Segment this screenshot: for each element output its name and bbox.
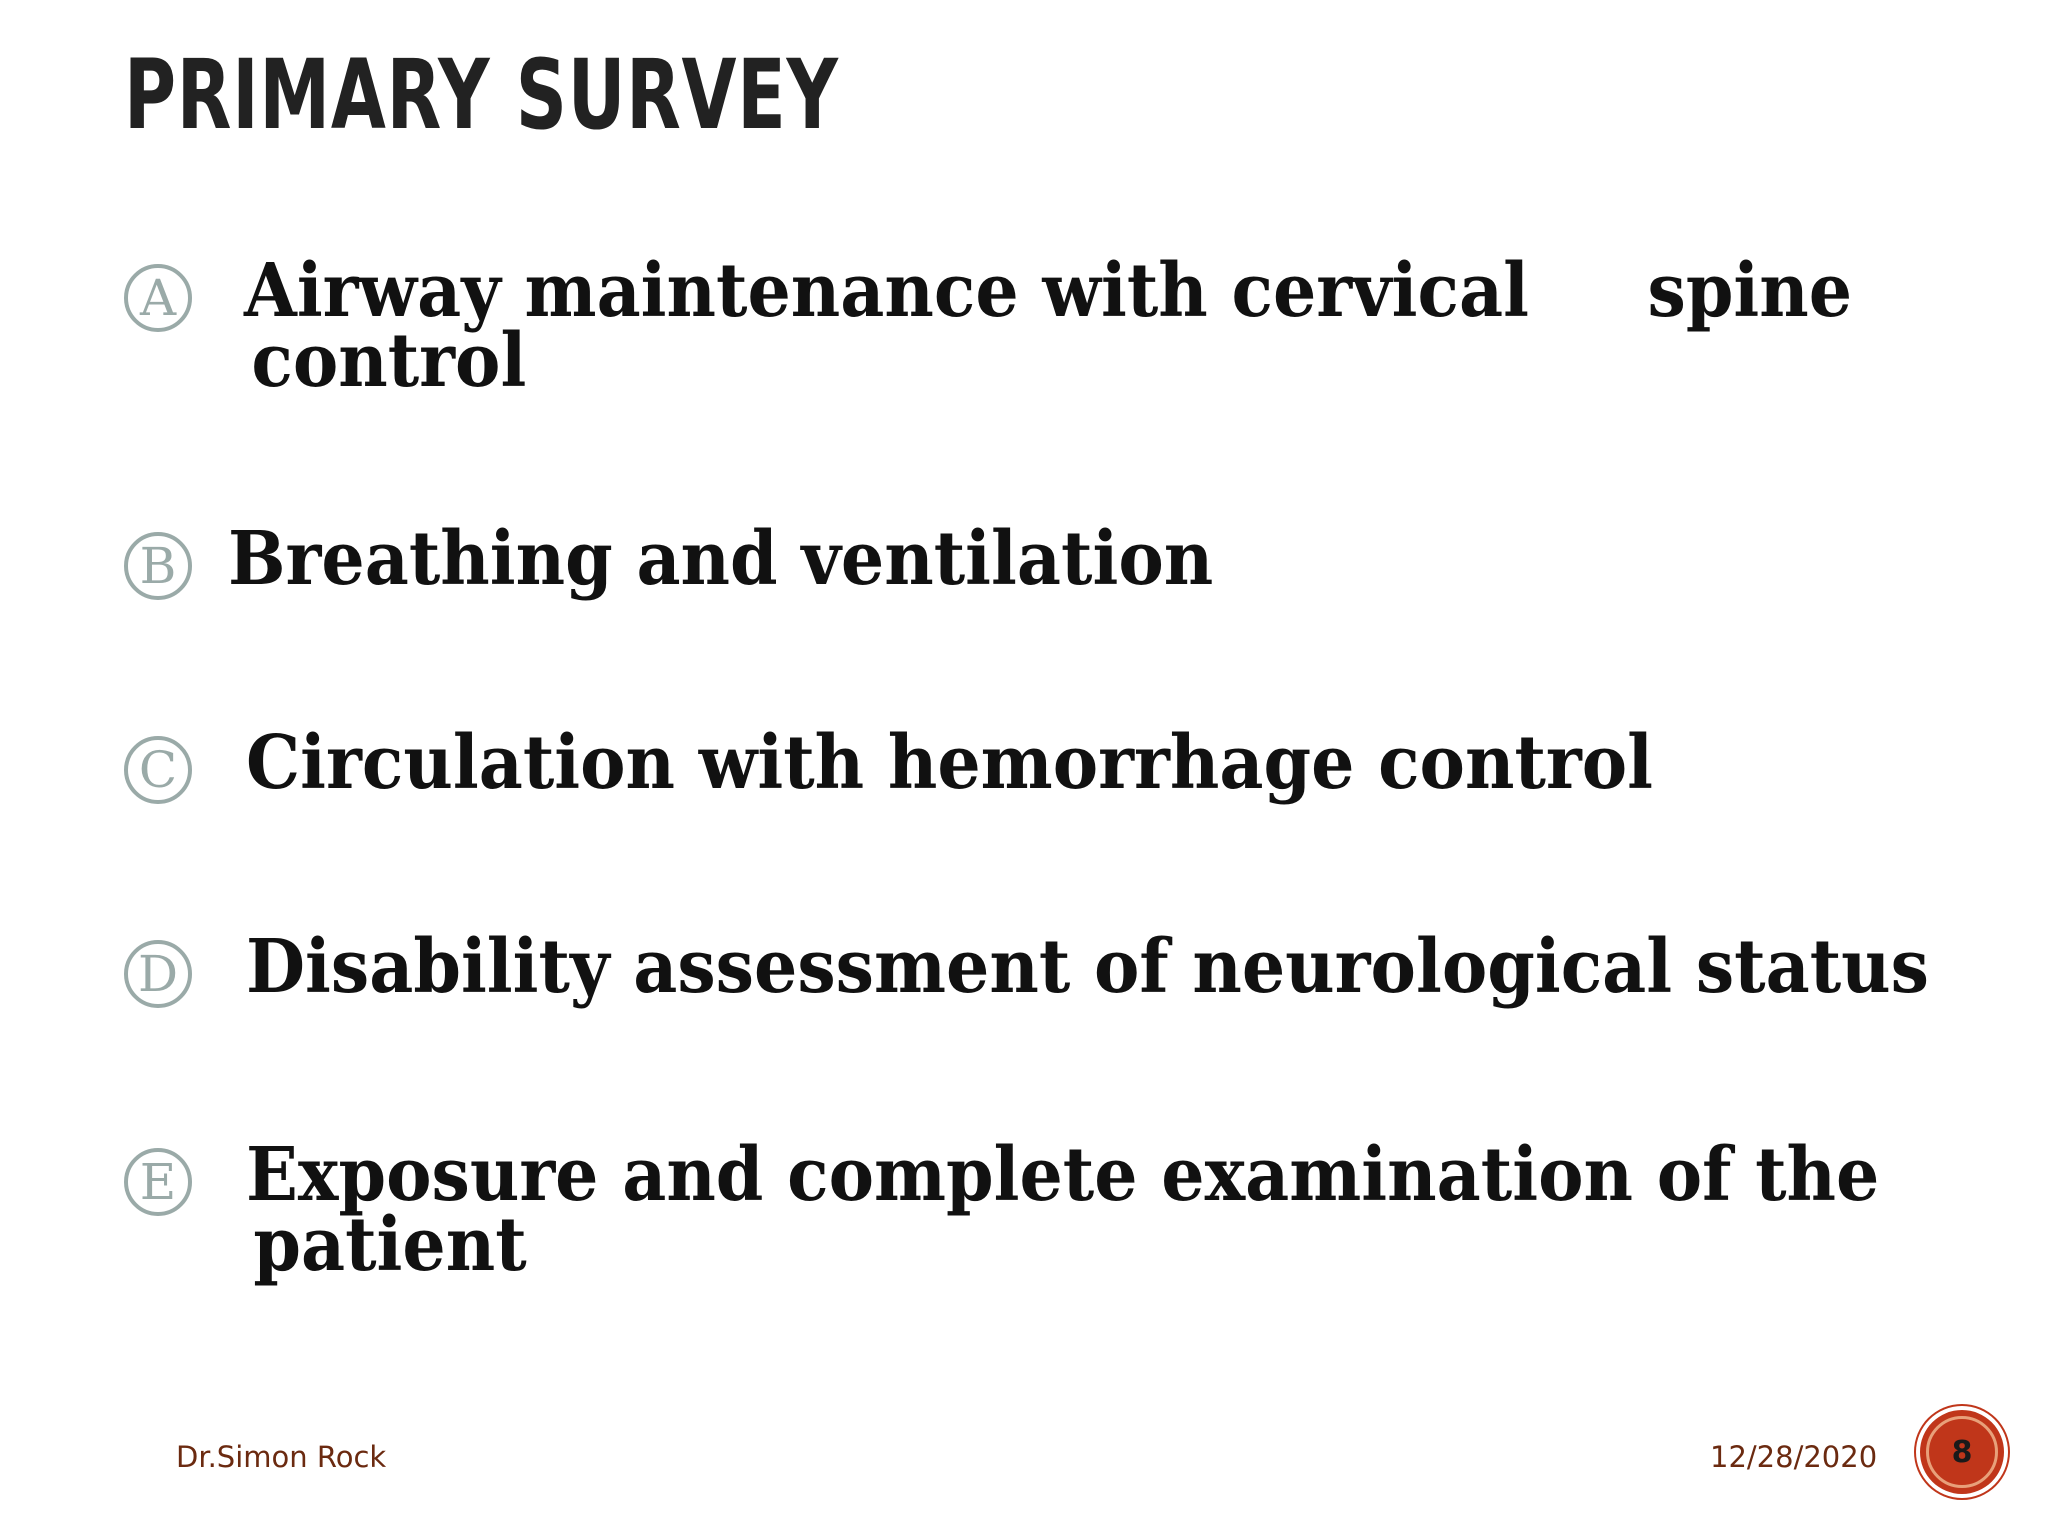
page-number: 8 — [1926, 1416, 1998, 1488]
footer-date: 12/28/2020 — [1710, 1440, 1878, 1474]
survey-item-text-a — [244, 248, 1853, 404]
survey-item-b-line1: Breathing and ventilation — [228, 516, 1214, 602]
footer-author: Dr.Simon Rock — [176, 1440, 387, 1474]
survey-item-text-c — [246, 720, 1654, 806]
survey-item-text-b — [228, 516, 1214, 602]
slide-title: PRIMARY SURVEY — [124, 39, 839, 151]
survey-item-a-line1: Airway maintenance with cervical spine — [244, 248, 1853, 334]
survey-item-c-line1: Circulation with hemorrhage control — [246, 720, 1654, 806]
survey-item-text-e — [246, 1132, 1880, 1288]
survey-item-e-line2: patient — [253, 1202, 527, 1288]
letter-badge-e: E — [124, 1148, 192, 1216]
letter-badge-d: D — [124, 940, 192, 1008]
letter-badge-c: C — [124, 736, 192, 804]
survey-item-text-d — [246, 924, 1929, 1010]
survey-item-d-line1: Disability assessment of neurological status — [246, 924, 1929, 1010]
letter-badge-a: A — [124, 264, 192, 332]
survey-item-e-line1: Exposure and complete examination of the — [246, 1132, 1880, 1218]
letter-badge-b: B — [124, 532, 192, 600]
survey-item-a-line2: control — [251, 318, 527, 404]
page-number-badge — [1916, 1406, 2008, 1498]
